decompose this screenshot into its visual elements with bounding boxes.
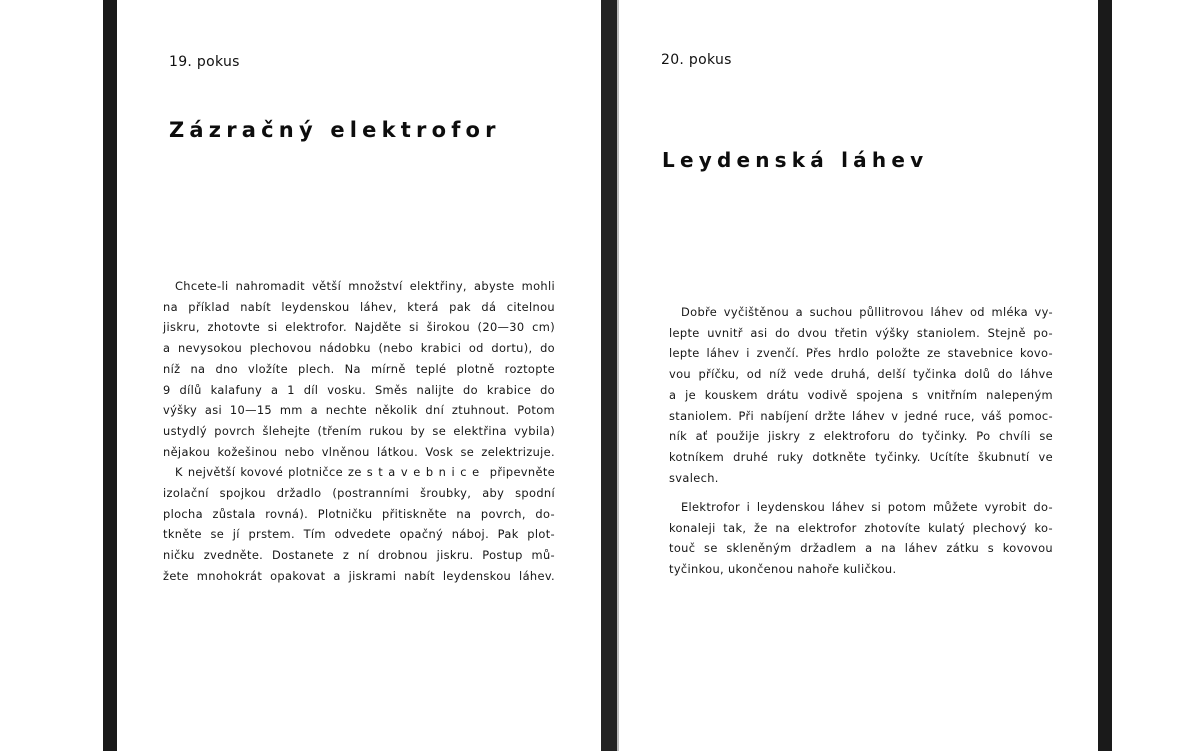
text-line: jiskru, zhotovte si elektrofor. Najděte si širokou (20—30 cm) [163, 320, 555, 335]
text-line: Chcete-li nahromadit větší množství elektřiny, abyste mohli [175, 279, 555, 293]
text-line: ník ať použije jiskry z elektroforu do tyčinky. Po chvíli se [669, 429, 1053, 444]
spaced-word: stavebnice [366, 465, 485, 480]
text-line: staniolem. Při nabíjení držte láhev v jedné ruce, váš pomoc- [669, 408, 1053, 423]
text-fragment: K největší kovové plotničce ze [175, 465, 367, 480]
paragraph [669, 497, 1053, 580]
text-line: nějakou kožešinou nebo vlněnou látkou. Vosk se zelektrizuje. [163, 444, 555, 459]
text-line: na příklad nabít leydenskou láhev, která pak dá citelnou [163, 299, 555, 314]
page-title: Leydenská láhev [662, 148, 929, 172]
text-line: lepte uvnitř asi do dvou třetin výšky staniolem. Stejně po- [669, 325, 1053, 340]
text-line: tkněte se jí prstem. Tím odvedete opačný náboj. Pak plot- [163, 527, 555, 542]
text-line: Elektrofor i leydenskou láhev si potom můžete vyrobit do- [681, 500, 1053, 514]
left-binding-edge [103, 0, 117, 751]
text-line: a nevysokou plechovou nádobku (nebo krabici od dortu), do [163, 341, 555, 356]
text-fragment: připevněte [484, 465, 555, 480]
text-line: a je kouskem drátu vodivě spojena s vnitřním nalepeným [669, 387, 1053, 402]
text-line: svalech. [669, 470, 719, 485]
left-page [117, 0, 601, 751]
text-line: lepte láhev i zvenčí. Přes hrdlo položte ze stavebnice kovo- [669, 346, 1053, 361]
text-line: Dobře vyčištěnou a suchou půllitrovou láhev od mléka vy- [681, 305, 1053, 319]
text-line: výšky asi 10—15 mm a nechte několik dní ztuhnout. Potom [163, 403, 555, 418]
experiment-label: 20. pokus [661, 52, 732, 68]
paragraph [669, 302, 1053, 488]
text-line: ničku zvedněte. Dostanete z ní drobnou jiskru. Postup mů- [163, 548, 555, 563]
text-line: plocha zůstala rovná). Plotničku přitiskněte na povrch, do- [163, 506, 555, 521]
paragraph [163, 276, 555, 587]
text-line: ustydlý povrch šlehejte (třením rukou by se elektřina vybila) [163, 423, 555, 438]
center-gutter [601, 0, 617, 751]
text-line: tyčinkou, ukončenou nahoře kuličkou. [669, 562, 897, 577]
experiment-label: 19. pokus [169, 54, 240, 70]
page-title: Zázračný elektrofor [169, 118, 501, 142]
right-page [619, 0, 1098, 751]
right-binding-edge [1098, 0, 1112, 751]
text-line: 9 dílů kalafuny a 1 díl vosku. Směs nalijte do krabice do [163, 382, 555, 397]
text-line: níž na dno vložíte plech. Na mírně teplé plotně roztopte [163, 361, 555, 376]
text-line: touč se skleněným držadlem a na láhev zátku s kovovou [669, 541, 1053, 556]
text-line: konaleji tak, že na elektrofor zhotovíte kulatý plechový ko- [669, 520, 1053, 535]
text-line: vou příčku, od níž vede druhá, delší tyčinka dolů do láhve [669, 367, 1053, 382]
text-line: izolační spojkou držadlo (postranními šroubky, aby spodní [163, 486, 555, 501]
text-line: žete mnohokrát opakovat a jiskrami nabít leydenskou láhev. [163, 568, 555, 583]
text-line: kotníkem druhé ruky dotkněte tyčinky. Ucítíte škubnutí ve [669, 449, 1053, 464]
text-line [163, 462, 555, 483]
